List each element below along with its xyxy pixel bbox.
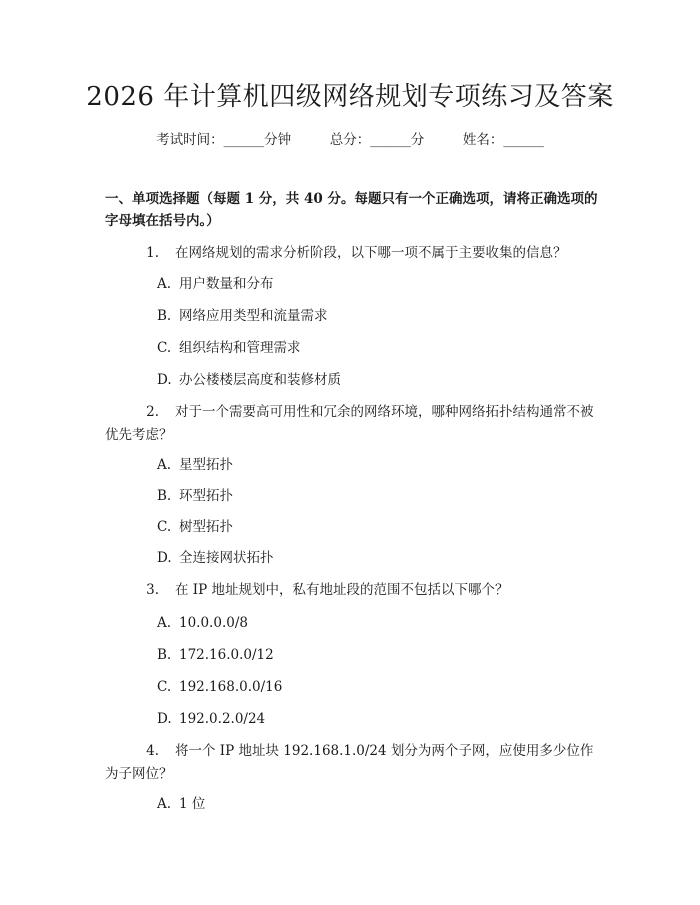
- option-4a: A. 1 位: [157, 796, 206, 812]
- page-title: 2026 年计算机四级网络规划专项练习及答案: [86, 82, 614, 112]
- question-text: 将一个 IP 地址块 192.168.1.0/24 划分为两个子网，应使用多少位作为子网位？: [105, 743, 594, 782]
- question-number: 3.: [146, 582, 159, 598]
- question-4: [105, 740, 600, 786]
- option-2c: C. 树型拓扑: [157, 519, 233, 535]
- exam-info-row: [0, 130, 700, 150]
- option-1a: A. 用户数量和分布: [157, 276, 274, 292]
- question-2: [105, 401, 600, 447]
- section-heading: 一、单项选择题（每题 1 分，共 40 分。每题只有一个正确选项，请将正确选项的字母填在括号内。）: [105, 191, 598, 229]
- time-label: 考试时间：: [156, 132, 224, 148]
- question-text: 在网络规划的需求分析阶段，以下哪一项不属于主要收集的信息？: [175, 245, 567, 261]
- option-2b: B. 环型拓扑: [157, 488, 233, 504]
- question-3: [105, 579, 600, 602]
- score-blank: ______: [370, 132, 411, 148]
- name-blank: ______: [503, 132, 544, 148]
- option-3b: B. 172.16.0.0/12: [157, 647, 274, 663]
- option-1c: C. 组织结构和管理需求: [157, 340, 301, 356]
- question-number: 1.: [146, 245, 159, 261]
- question-text: 在 IP 地址规划中，私有地址段的范围不包括以下哪个？: [175, 582, 509, 598]
- option-3d: D. 192.0.2.0/24: [157, 711, 266, 727]
- question-number: 4.: [146, 743, 159, 759]
- score-label: 总分：: [329, 132, 371, 148]
- question-number: 2.: [146, 404, 159, 420]
- option-3c: C. 192.168.0.0/16: [157, 679, 283, 695]
- option-3a: A. 10.0.0.0/8: [157, 615, 248, 631]
- option-1d: D. 办公楼楼层高度和装修材质: [157, 372, 341, 388]
- option-2a: A. 星型拓扑: [157, 457, 233, 473]
- time-blank: ______: [223, 132, 265, 148]
- option-2d: D. 全连接网状拓扑: [157, 550, 274, 566]
- question-1: [105, 242, 600, 265]
- score-unit: 分: [410, 132, 425, 148]
- time-unit: 分钟: [264, 132, 292, 148]
- option-1b: B. 网络应用类型和流量需求: [157, 308, 328, 324]
- question-text: 对于一个需要高可用性和冗余的网络环境，哪种网络拓扑结构通常不被优先考虑？: [105, 404, 594, 443]
- name-label: 姓名：: [462, 132, 504, 148]
